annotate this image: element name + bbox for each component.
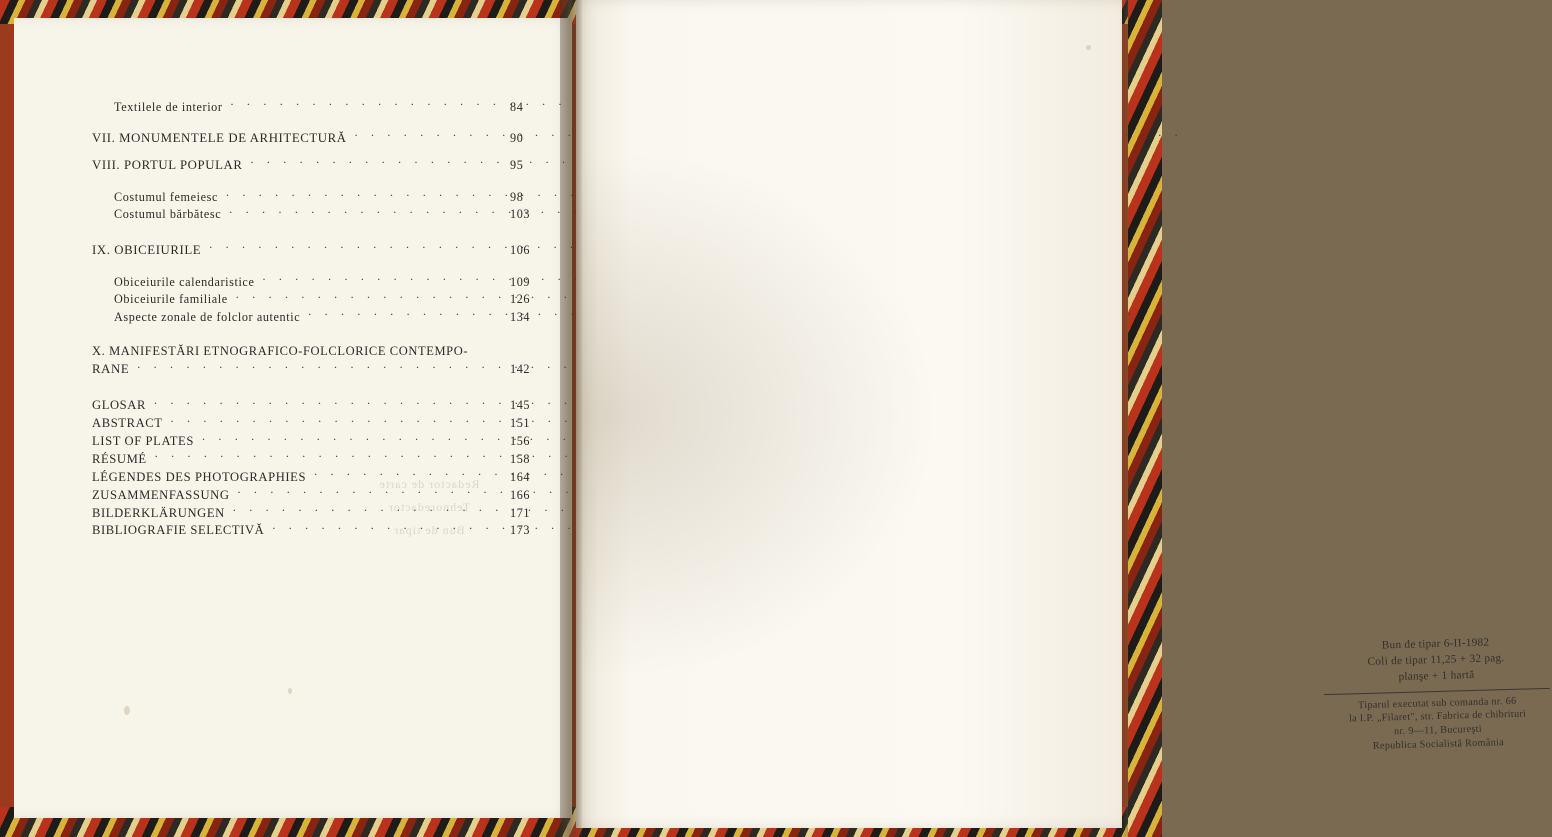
book-gutter — [560, 0, 582, 837]
toc-entry-page: 90 — [510, 130, 524, 145]
toc-entry-page: 151 — [510, 416, 531, 431]
toc-entry-page: 95 — [510, 157, 524, 172]
toc-leader — [229, 206, 504, 219]
toc-leader — [355, 129, 504, 142]
toc-entry-label: RÉSUMÉ — [92, 451, 147, 466]
toc-leader — [250, 156, 504, 169]
toc-entry — [92, 206, 540, 223]
cover-spine-left — [0, 0, 14, 837]
toc-leader — [272, 522, 504, 535]
imprint-line-4: Republica Socialistă România — [1372, 737, 1505, 752]
toc-entry-label: VII. MONUMENTELE DE ARHITECTURĂ — [92, 130, 347, 145]
toc-leader — [233, 504, 504, 517]
toc-entry — [92, 98, 540, 115]
toc-entry-label-continued: RANE — [92, 362, 130, 377]
right-page — [576, 0, 1527, 828]
imprint-line-3: nr. 9—11, Bucureşti — [1393, 723, 1483, 738]
toc-entry-page: 126 — [510, 292, 531, 307]
toc-entry-label: Obiceiurile calendaristice — [114, 274, 255, 289]
toc-entry-label: Textilele de interior — [114, 99, 223, 114]
toc-entry-label: BIBLIOGRAFIE SELECTIVĂ — [92, 523, 265, 538]
colophon-line-3: planşe + 1 hartă — [1398, 669, 1475, 684]
toc-entry-page: 134 — [510, 309, 531, 324]
toc-leader — [314, 468, 504, 481]
show-through-line: Bun de tipar — [393, 522, 465, 537]
toc-entry-page: 171 — [510, 505, 531, 520]
paper-speck — [1086, 45, 1091, 50]
toc-entry-label: X. MANIFESTĂRI ETNOGRAFICO-FOLCLORICE CONTEMPO- — [92, 344, 469, 359]
toc-entry-label: ABSTRACT — [92, 416, 163, 431]
page-edge — [1120, 0, 1128, 837]
toc-entry-label: Costumul bărbătesc — [114, 207, 222, 222]
show-through-line: Tehnoredactor — [387, 499, 471, 514]
toc-leader — [226, 189, 504, 202]
toc-entry-page: 166 — [510, 487, 531, 502]
toc-entry-label: LÉGENDES DES PHOTOGRAPHIES — [92, 469, 307, 484]
left-page — [14, 18, 572, 818]
toc-leader — [154, 397, 504, 410]
toc-leader — [236, 291, 504, 304]
toc-entry-label: VIII. PORTUL POPULAR — [92, 157, 243, 172]
colophon-line-1: Bun de tipar 6-II-1982 — [1381, 636, 1490, 652]
toc-entry-label: GLOSAR — [92, 398, 146, 413]
toc-leader — [171, 415, 504, 428]
toc-leader — [202, 433, 504, 446]
show-through-line: Redactor de carte — [378, 477, 480, 491]
toc-entry-label: ZUSAMMENFASSUNG — [92, 487, 230, 502]
colophon-line-2: Coli de tipar 11,25 + 32 pag. — [1367, 652, 1505, 669]
toc-entry — [92, 308, 540, 325]
toc-entry-label: BILDERKLÄRUNGEN — [92, 505, 225, 520]
toc-entry — [92, 129, 540, 147]
spacer — [92, 325, 540, 343]
toc-entry-label: IX. OBICEIURILE — [92, 242, 202, 257]
imprint-line-2: la I.P. „Filaret", str. Fabrica de chibrituri — [1348, 708, 1527, 725]
toc-entry-page: 98 — [510, 190, 524, 205]
toc-entry — [92, 156, 540, 174]
toc-leader — [262, 273, 504, 286]
toc-leader — [308, 308, 504, 321]
toc-entry — [92, 343, 540, 378]
toc-entry-label: Costumul femeiesc — [114, 190, 218, 205]
toc-leader — [231, 98, 504, 111]
toc-entry-label: Aspecte zonale de folclor autentic — [114, 309, 301, 324]
toc-entry-page: 84 — [510, 99, 524, 114]
toc-entry — [92, 522, 540, 540]
toc-entry-page: 145 — [510, 398, 531, 413]
toc-entry — [92, 241, 540, 259]
imprint-line-1: Tiparul executat sub comanda nr. 66 — [1357, 695, 1517, 711]
table-of-contents — [92, 98, 540, 540]
paper-speck — [124, 706, 130, 715]
toc-entry-label: LIST OF PLATES — [92, 434, 194, 449]
toc-entry-page: 164 — [510, 469, 531, 484]
toc-entry-page: 156 — [510, 434, 531, 449]
toc-entry-page: 142 — [510, 362, 531, 377]
toc-leader — [238, 486, 504, 499]
toc-entry-page: 103 — [510, 207, 531, 222]
toc-entry-page: 109 — [510, 274, 531, 289]
toc-leader — [137, 361, 504, 374]
colophon — [1322, 633, 1551, 755]
toc-leader — [209, 241, 504, 254]
toc-entry-label: Obiceiurile familiale — [114, 292, 228, 307]
toc-entry-page: 173 — [510, 523, 531, 538]
toc-entry-page: 106 — [510, 242, 531, 257]
paper-speck — [288, 688, 292, 694]
toc-leader — [155, 450, 504, 463]
toc-entry-page: 158 — [510, 451, 531, 466]
